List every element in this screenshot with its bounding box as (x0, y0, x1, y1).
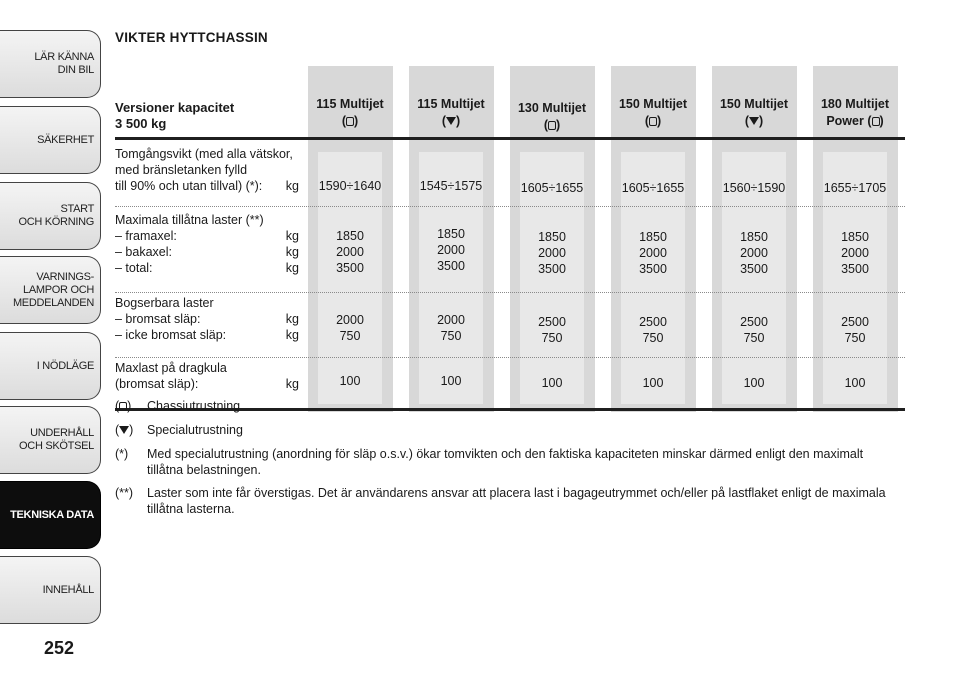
column-header-name: 150 Multijet (618, 97, 688, 111)
column-header (300, 96, 400, 130)
row-unit: kg kg (285, 312, 299, 342)
note-text: Med specialutrustning (anordning för släp o.s.v.) ökar tomvikten och den faktiska kapaciteten minskar därmed enligt den maximalt tillåtna belastningen. (147, 447, 864, 477)
table-cell: 1850 2000 3500 (336, 229, 364, 275)
column-header-symbol: ( ) (867, 114, 884, 128)
table-cell: 1605÷1655 (520, 181, 584, 195)
table-cell: 2500 750 (841, 315, 869, 345)
column-header-name: 115 Multijet (417, 97, 485, 111)
note-symbol: ( ) (115, 423, 134, 437)
tab-innehall[interactable]: INNEHÅLL (0, 556, 101, 624)
row-label-towbar-load: Maxlast på dragkula (bromsat släp): (115, 361, 227, 391)
column-header-name: 115 Multijet (316, 97, 384, 111)
tab-underhall-och-skotsel[interactable]: UNDERHÅLL OCH SKÖTSEL (0, 406, 101, 474)
chassis-square-icon (119, 402, 127, 411)
chassis-square-icon (548, 121, 556, 130)
special-triangle-icon (446, 117, 456, 125)
tab-start-och-korning[interactable]: START OCH KÖRNING (0, 182, 101, 250)
table-cell: 100 (844, 376, 866, 390)
column-header (704, 96, 804, 130)
table-cell: 1655÷1705 (823, 181, 887, 195)
row-unit: kg (285, 377, 299, 391)
table-cell: 1850 2000 3500 (841, 230, 869, 276)
table-cell: 100 (642, 376, 664, 390)
column-header-name: 180 Multijet Power (820, 97, 890, 128)
table-cell: 100 (440, 374, 462, 388)
row-label-max-loads: Maximala tillåtna laster (**) – framaxel: – bakaxel: – total: (115, 213, 264, 275)
note-symbol: ( ) (115, 399, 132, 413)
note-symbol: (*) (115, 447, 129, 461)
table-cell: 1850 2000 3500 (437, 227, 465, 273)
column-header-symbol: ( ) (543, 118, 561, 132)
note-text: Specialutrustning (147, 423, 243, 437)
tab-lar-kanna-din-bil[interactable]: LÄR KÄNNA DIN BIL (0, 30, 101, 98)
note-text: Chassiutrustning (147, 399, 241, 413)
row-divider (115, 292, 905, 293)
note-symbol: (**) (115, 486, 134, 500)
table-cell: 2500 750 (740, 315, 768, 345)
header-rule (115, 137, 905, 140)
table-cell: 1850 2000 3500 (740, 230, 768, 276)
column-header (401, 96, 501, 130)
column-header-symbol: ( ) (644, 114, 662, 128)
row-label-curb-weight: Tomgångsvikt (med alla vätskor, med bränsletanken fylld till 90% och utan tillval) (*): (115, 147, 293, 193)
chapter-sidebar (0, 0, 102, 640)
chassis-square-icon (872, 117, 880, 126)
row-unit: kg (285, 179, 299, 193)
row-divider (115, 357, 905, 358)
table-cell: 2000 750 (336, 313, 364, 343)
special-triangle-icon (119, 426, 129, 434)
table-cell: 1850 2000 3500 (538, 230, 566, 276)
row-label-towable-loads: Bogserbara laster – bromsat släp: – icke bromsat släp: (115, 296, 227, 342)
table-cell: 2000 750 (437, 313, 465, 343)
weights-table (115, 66, 905, 412)
version-capacity-label: Versioner kapacitet 3 500 kg (115, 100, 235, 131)
section-title: VIKTER HYTTCHASSIN (115, 30, 268, 45)
tab-varningslampor[interactable]: VARNINGS- LAMPOR OCH MEDDELANDEN (0, 256, 101, 324)
chassis-square-icon (649, 117, 657, 126)
column-header-name: 150 Multijet (719, 97, 789, 111)
column-header (603, 96, 703, 130)
table-cell: 1605÷1655 (621, 181, 685, 195)
column-header-name: 130 Multijet (517, 101, 587, 115)
table-cell: 1850 2000 3500 (639, 230, 667, 276)
table-cell: 1545÷1575 (419, 179, 483, 193)
chassis-square-icon (346, 117, 354, 126)
column-header-symbol: ( ) (341, 114, 359, 128)
tab-tekniska-data[interactable]: TEKNISKA DATA (0, 481, 101, 549)
table-cell: 100 (339, 374, 361, 388)
note-text: Laster som inte får överstigas. Det är användarens ansvar att placera last i bagageutrymmet och/eller på lastflaket enligt de maximala tillåtna lasterna. (147, 486, 886, 516)
row-divider (115, 206, 905, 207)
column-header (805, 96, 905, 130)
table-cell: 100 (541, 376, 563, 390)
column-header-symbol: ( ) (744, 114, 764, 128)
table-cell: 2500 750 (538, 315, 566, 345)
column-header (502, 100, 602, 134)
table-cell: 1590÷1640 (318, 179, 382, 193)
table-cell: 1560÷1590 (722, 181, 786, 195)
row-unit: kg kg kg (285, 229, 299, 275)
column-header-symbol: ( ) (441, 114, 461, 128)
tab-i-nodlage[interactable]: I NÖDLÄGE (0, 332, 101, 400)
table-cell: 100 (743, 376, 765, 390)
page-number: 252 (44, 638, 75, 658)
tab-sakerhet[interactable]: SÄKERHET (0, 106, 101, 174)
table-cell: 2500 750 (639, 315, 667, 345)
special-triangle-icon (749, 117, 759, 125)
